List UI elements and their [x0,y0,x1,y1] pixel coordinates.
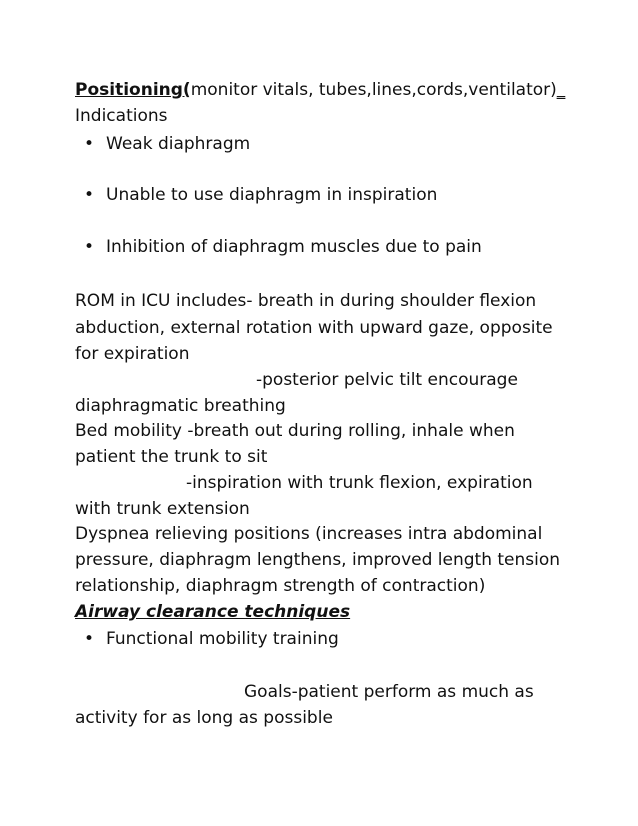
rom-line: abduction, external rotation with upward gaze, opposite [75,318,553,338]
rom-line: diaphragmatic breathing [75,396,286,416]
rom-line-indented: -posterior pelvic tilt encourage [256,370,518,390]
list-item [84,132,250,156]
bullet-icon: • [84,237,95,257]
positioning-title: Positioning( [75,80,191,100]
list-item-text: Unable to use diaphragm in inspiration [106,185,438,205]
list-item-text: Functional mobility training [106,629,339,649]
rom-line: ROM in ICU includes- breath in during shoulder flexion [75,291,537,311]
bed-mobility-line-indented: -inspiration with trunk flexion, expiration [186,473,533,493]
bed-mobility-line: with trunk extension [75,499,250,519]
dyspnea-line: Dyspnea relieving positions (increases intra abdominal [75,524,543,544]
bed-mobility-line: patient the trunk to sit [75,447,268,467]
goals-line-indented: Goals-patient perform as much as [244,682,534,702]
bed-mobility-line: Bed mobility -breath out during rolling, inhale when [75,421,515,441]
list-item [84,235,482,259]
bullet-icon: • [84,629,95,649]
list-item-text: Weak diaphragm [106,134,251,154]
dyspnea-line: relationship, diaphragm strength of contraction) [75,576,486,596]
list-item [84,183,437,207]
rom-line: for expiration [75,344,190,364]
positioning-trailing-mark: _ [556,80,566,100]
bullet-icon: • [84,185,95,205]
dyspnea-line: pressure, diaphragm lengthens, improved length tension [75,550,561,570]
positioning-detail: monitor vitals, tubes,lines,cords,ventilator) [190,80,557,100]
goals-line: activity for as long as possible [75,708,333,728]
indications-label: Indications [75,106,168,126]
airway-clearance-heading: Airway clearance techniques [75,602,351,622]
positioning-heading [75,78,565,102]
list-item [84,627,339,651]
bullet-icon: • [84,134,95,154]
list-item-text: Inhibition of diaphragm muscles due to pain [106,237,482,257]
